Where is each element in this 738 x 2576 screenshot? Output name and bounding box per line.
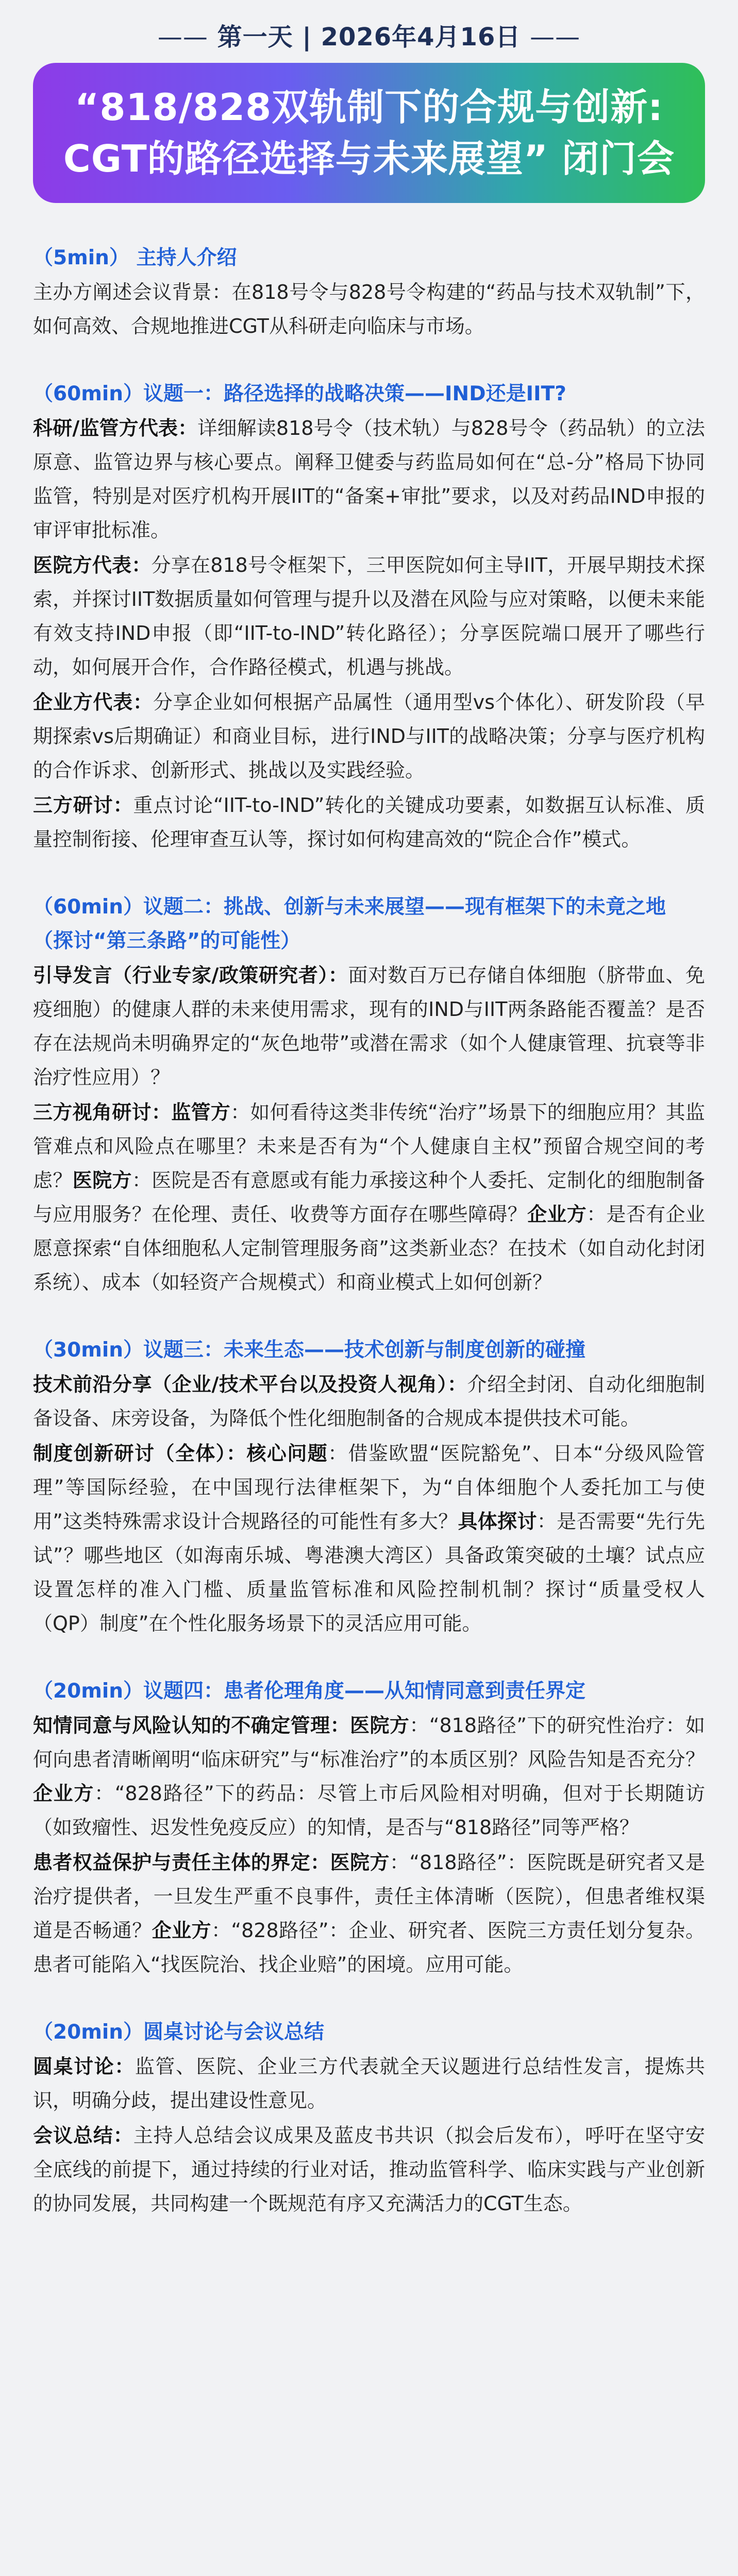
bold-label: 技术前沿分享（企业/技术平台以及投资人视角）： (33, 1373, 467, 1396)
section-paragraph (33, 548, 705, 684)
bold-label: 监管方 (171, 1101, 231, 1124)
bold-label: 患者权益保护与责任主体的界定： (33, 1851, 330, 1874)
body-text: 分享企业如何根据产品属性（通用型vs个体化）、研发阶段（早期探索vs后期确证）和商业目标，进行IND与IIT的战略决策；分享与医疗机构的合作诉求、创新形式、挑战以及实践经验。 (33, 691, 705, 782)
header-date-text: 第一天 | 2026年4月16日 (217, 23, 521, 52)
agenda-section (33, 1674, 705, 1981)
section-paragraph (33, 1845, 705, 1981)
section-paragraph (33, 1367, 705, 1435)
section-paragraph (33, 958, 705, 1094)
bold-label: 三方研讨： (33, 794, 133, 817)
body-text: 面对数百万已存储自体细胞（脐带血、免疫细胞）的健康人群的未来使用需求，现有的IND与IIT两条路能否覆盖？是否存在法规尚未明确界定的“灰色地带”或潜在需求（如个人健康管理、抗衰等非治疗性应用）？ (33, 964, 705, 1089)
title-banner (33, 63, 705, 203)
section-paragraph (33, 1708, 705, 1844)
banner-title-line-2: CGT的路径选择与未来展望” 闭门会 (63, 137, 675, 180)
banner-title-line-1: “818/828双轨制下的合规与创新: (75, 86, 663, 129)
section-paragraph (33, 1436, 705, 1640)
body-text: ：“828路径”下的药品：尽管上市后风险相对明确，但对于长期随访（如致瘤性、迟发性免疫反应）的知情，是否与“818路径”同等严格？ (33, 1782, 705, 1839)
bold-label: 医院方 (350, 1714, 410, 1737)
bold-label: 引导发言（行业专家/政策研究者）： (33, 964, 348, 987)
section-paragraph (33, 275, 705, 343)
header-rule-right: —— (530, 23, 581, 52)
agenda-section (33, 377, 705, 856)
agenda-section (33, 2015, 705, 2221)
agenda-section (33, 1333, 705, 1640)
section-title: （60min）议题二：挑战、创新与未来展望——现有框架下的未竟之地（探讨“第三条路”的可能性） (33, 895, 666, 953)
bold-label: 企业方代表： (33, 691, 153, 714)
bold-label: 圆桌讨论： (33, 2055, 135, 2078)
section-paragraph (33, 685, 705, 787)
bold-label: 企业方 (152, 1919, 211, 1942)
section-paragraph (33, 411, 705, 547)
bold-label: 知情同意与风险认知的不确定管理： (33, 1714, 350, 1737)
body-text: 详细解读818号令（技术轨）与828号令（药品轨）的立法原意、监管边界与核心要点。阐释卫健委与药监局如何在“总-分”格局下协同监管，特别是对医疗机构开展IIT的“备案+审批”要求，以及对药品IND申报的审评审批标准。 (33, 417, 705, 541)
bold-label: 具体探讨 (458, 1510, 537, 1533)
body-text: ：借鉴欧盟“医院豁免”、日本“分级风险管理”等国际经验，在中国现行法律框架下，为“自体细胞个人委托加工与使用”这类特殊需求设计合规路径的可能性有多大？ (33, 1442, 705, 1533)
body-text: 主持人总结会议成果及蓝皮书共识（拟会后发布），呼吁在坚守安全底线的前提下，通过持续的行业对话，推动监管科学、临床实践与产业创新的协同发展，共同构建一个既规范有序又充满活力的CGT生态。 (33, 2124, 705, 2215)
agenda-section (33, 241, 705, 343)
section-title: （5min） 主持人介绍 (33, 246, 237, 269)
bold-label: 企业方 (33, 1782, 95, 1805)
body-text: ：“828路径”：企业、研究者、医院三方责任划分复杂。患者可能陷入“找医院治、找企业赔”的困境。应用可能。 (33, 1919, 705, 1976)
bold-label: 医院方代表： (33, 554, 152, 577)
body-text: 分享在818号令框架下，三甲医院如何主导IIT，开展早期技术探索，并探讨IIT数据质量如何管理与提升以及潜在风险与应对策略，以便未来能有效支持IND申报（即“IIT-to-IND”转化路径）；分享医院端口展开了哪些行动，如何展开合作，合作路径模式，机遇与挑战。 (33, 554, 705, 679)
agenda-content (33, 241, 705, 2221)
bold-label: 三方视角研讨： (33, 1101, 172, 1124)
body-text: 主办方阐述会议背景：在818号令与828号令构建的“药品与技术双轨制”下，如何高效、合规地推进CGT从科研走向临床与市场。 (33, 281, 705, 337)
bold-label: 会议总结： (33, 2124, 133, 2147)
day-date-header (33, 19, 705, 56)
body-text: ：“818路径”下的研究性治疗：如何向患者清晰阐明“临床研究”与“标准治疗”的本质区别？风险告知是否充分？ (33, 1714, 705, 1771)
section-paragraph (33, 2049, 705, 2117)
section-title: （60min）议题一：路径选择的战略决策——IND还是IIT? (33, 382, 566, 405)
body-text: ：“818路径”：医院既是研究者又是治疗提供者，一旦发生严重不良事件，责任主体清晰（医院），但患者维权渠道是否畅通？ (33, 1851, 705, 1942)
bold-label: 科研/监管方代表： (33, 417, 198, 439)
section-paragraph (33, 1095, 705, 1299)
bold-label: 制度创新研讨（全体）： (33, 1442, 247, 1465)
body-text: ：是否有企业愿意探索“自体细胞私人定制管理服务商”这类新业态？在技术（如自动化封闭系统）、成本（如轻资产合规模式）和商业模式上如何创新？ (33, 1203, 705, 1294)
bold-label: 核心问题 (246, 1442, 328, 1465)
body-text: 监管、医院、企业三方代表就全天议题进行总结性发言，提炼共识，明确分歧，提出建设性意见。 (33, 2055, 705, 2112)
section-title: （20min）议题四：患者伦理角度——从知情同意到责任界定 (33, 1680, 586, 1703)
section-title: （30min）议题三：未来生态——技术创新与制度创新的碰撞 (33, 1338, 586, 1362)
body-text: ：医院是否有意愿或有能力承接这种个人委托、定制化的细胞制备与应用服务？在伦理、责任、收费等方面存在哪些障碍？ (33, 1169, 705, 1226)
bold-label: 医院方 (330, 1851, 390, 1874)
body-text: ：是否需要“先行先试”？哪些地区（如海南乐城、粤港澳大湾区）具备政策突破的土壤？试点应设置怎样的准入门槛、质量监管标准和风险控制机制？探讨“质量受权人（QP）制度”在个性化服务场景下的灵活应用可能。 (33, 1510, 705, 1635)
bold-label: 医院方 (72, 1169, 132, 1192)
body-text: ：如何看待这类非传统“治疗”场景下的细胞应用？其监管难点和风险点在哪里？未来是否有为“个人健康自主权”预留合规空间的考虑？ (33, 1101, 705, 1192)
section-title: （20min）圆桌讨论与会议总结 (33, 2021, 325, 2044)
header-rule-left: —— (157, 23, 208, 52)
body-text: 介绍全封闭、自动化细胞制备设备、床旁设备，为降低个性化细胞制备的合规成本提供技术可能。 (33, 1373, 705, 1430)
agenda-section (33, 890, 705, 1299)
section-paragraph (33, 788, 705, 856)
body-text: 重点讨论“IIT-to-IND”转化的关键成功要素，如数据互认标准、质量控制衔接、伦理审查互认等，探讨如何构建高效的“院企合作”模式。 (33, 794, 705, 851)
section-paragraph (33, 2119, 705, 2221)
bold-label: 企业方 (527, 1203, 587, 1226)
